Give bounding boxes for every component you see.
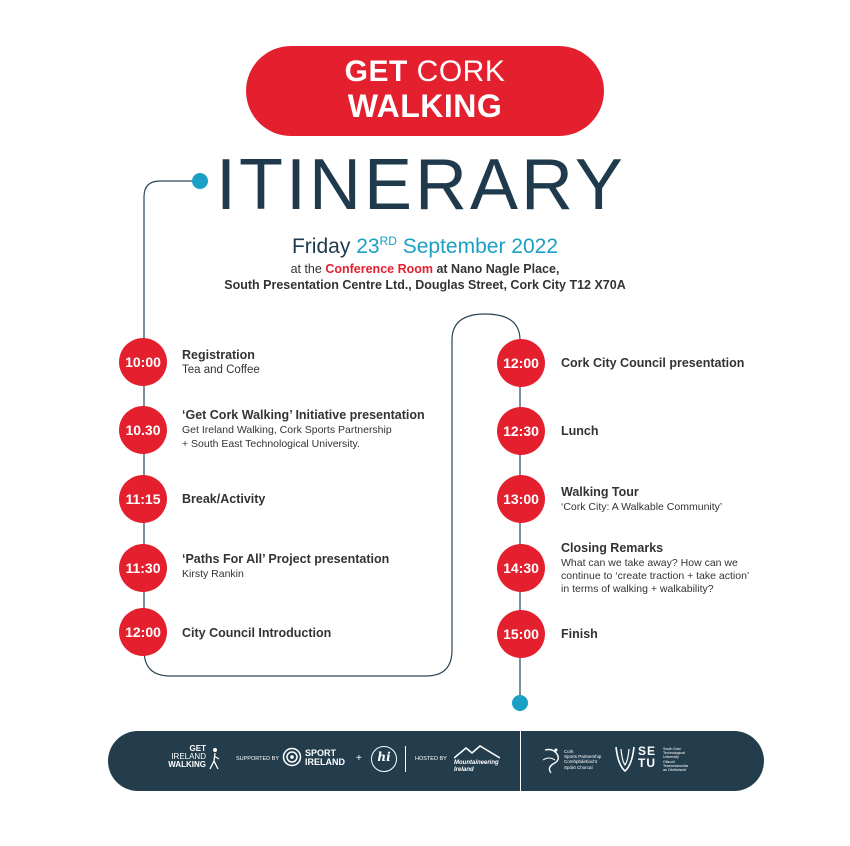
event-desc: What can we take away? How can we: [561, 557, 738, 569]
event-title: Finish: [561, 627, 598, 641]
event-title: Registration: [182, 348, 255, 362]
get-ireland-walking-logo: GET IRELAND WALKING: [168, 744, 206, 769]
date-day: Friday: [291, 235, 351, 258]
date-month-year: September 2022: [402, 235, 559, 258]
cork-sports-partnership-icon: [541, 746, 563, 774]
venue-place: at Nano Nagle Place,: [436, 262, 560, 276]
event-desc: continue to ‘create traction + take action’: [561, 570, 750, 582]
event-title: Cork City Council presentation: [561, 356, 745, 370]
event-desc: Tea and Coffee: [182, 364, 260, 376]
event-title: Closing Remarks: [561, 541, 664, 555]
event-title: Break/Activity: [182, 492, 266, 506]
time-badge-1200: 12:00: [119, 608, 167, 656]
date-number: 23RD: [356, 234, 397, 258]
event-desc: Get Ireland Walking, Cork Sports Partnership: [182, 424, 392, 436]
mountain-icon: [454, 745, 500, 759]
setu-name-text: South East Technological University Ollscoil Teicneolaíochta an Oirdheiscirt: [663, 747, 688, 773]
event-title: ‘Paths For All’ Project presentation: [182, 552, 390, 566]
venue-room: Conference Room: [325, 262, 433, 276]
time-badge-1115: 11:15: [119, 475, 167, 523]
venue-address: South Presentation Centre Ltd., Douglas Street, Cork City T12 X70A: [224, 278, 626, 292]
brand-walking: WALKING: [347, 88, 503, 124]
time-badge-1300: 13:00: [497, 475, 545, 523]
event-desc: + South East Technological University.: [182, 438, 360, 450]
supported-by-label: SUPPORTED BY: [236, 756, 279, 762]
event-title: Lunch: [561, 424, 599, 438]
timeline-start-dot: [192, 173, 208, 189]
event-title: City Council Introduction: [182, 626, 332, 640]
time-badge-1430: 14:30: [497, 544, 545, 592]
date-suffix: RD: [379, 234, 397, 248]
mountaineering-ireland-logo: Mountaineering Ireland: [454, 760, 499, 773]
walking-figure-icon: [207, 747, 223, 771]
venue-prefix: at the: [290, 262, 322, 276]
time-badge-1200: 12:00: [497, 339, 545, 387]
event-title: Walking Tour: [561, 485, 639, 499]
page-title: ITINERARY: [216, 145, 626, 225]
hi-logo: hi: [377, 750, 391, 764]
plus-sign: +: [356, 753, 362, 764]
event-desc: in terms of walking + walkability?: [561, 583, 714, 595]
cork-sports-partnership-logo: Cork Sports Partnership Comhpháirtíocht Spóirt Chorcaí: [564, 749, 602, 770]
footer-divider-main: [520, 731, 521, 791]
time-badge-1230: 12:30: [497, 407, 545, 455]
time-badge-1000: 10:00: [119, 338, 167, 386]
brand-cork: CORK: [416, 55, 506, 88]
sport-ireland-logo: SPORT IRELAND: [305, 748, 345, 767]
time-badge-1500: 15:00: [497, 610, 545, 658]
hosted-by-label: HOSTED BY: [415, 756, 447, 762]
sport-ireland-swirl-icon: [282, 747, 302, 767]
brand-get: GET: [344, 55, 408, 88]
setu-logo: SE TU: [638, 744, 657, 770]
event-title: ‘Get Cork Walking’ Initiative presentation: [182, 408, 425, 422]
timeline-end-dot: [512, 695, 528, 711]
setu-emblem-icon: [614, 745, 636, 773]
footer-divider: [405, 746, 406, 772]
event-desc: ‘Cork City: A Walkable Community’: [561, 501, 723, 513]
time-badge-1130: 11:30: [119, 544, 167, 592]
event-desc: Kirsty Rankin: [182, 568, 244, 580]
time-badge-1030: 10.30: [119, 406, 167, 454]
